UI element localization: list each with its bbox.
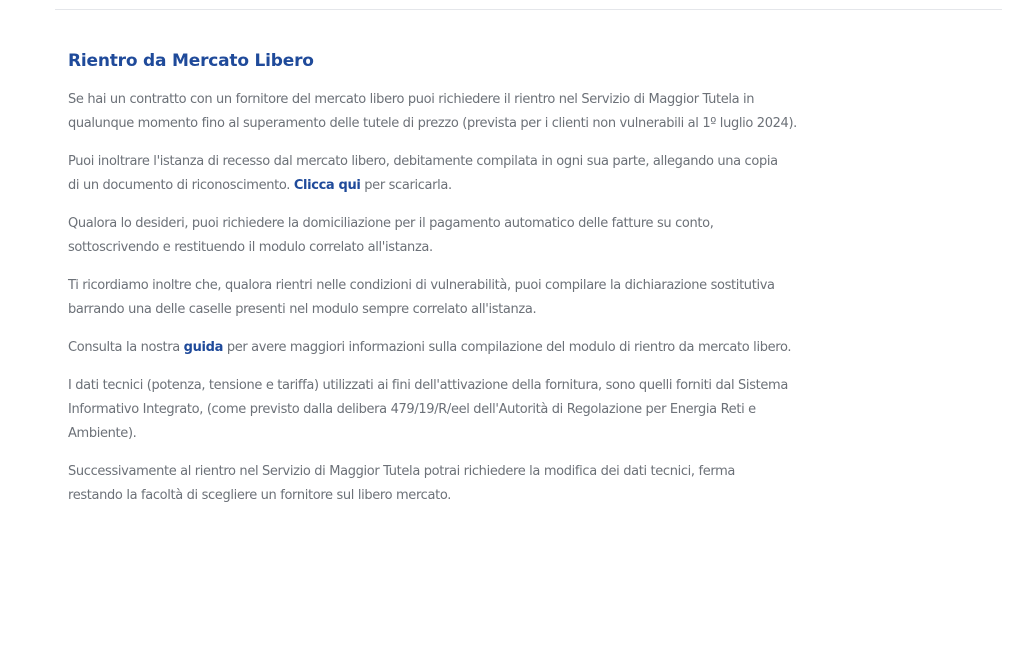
clicca-qui-link[interactable]: Clicca qui — [293, 178, 361, 193]
paragraph-dati-tecnici-line-1: I dati tecnici (potenza, tensione e tariffa) utilizzati ai fini dell'attivazione della fornitura, sono quelli forniti dal Sistema — [68, 378, 788, 393]
paragraph-guida-line — [68, 336, 1002, 360]
guida-link[interactable]: guida — [183, 340, 224, 355]
paragraph-dati-tecnici-line-2: Informativo Integrato, (come previsto dalla delibera 479/19/R/eel dell'Autorità di Regolazione per Energia Reti e — [68, 402, 756, 417]
paragraph-recesso-text-after: per scaricarla. — [360, 178, 452, 193]
paragraph-recesso — [68, 150, 1002, 198]
top-divider — [55, 9, 1002, 10]
paragraph-intro — [68, 88, 1002, 136]
content-section — [68, 50, 1002, 522]
paragraph-dati-tecnici — [68, 374, 1002, 446]
paragraph-guida-text-after: per avere maggiori informazioni sulla compilazione del modulo di rientro da mercato libero. — [223, 340, 792, 355]
paragraph-vulnerabilita-line-1: Ti ricordiamo inoltre che, qualora rientri nelle condizioni di vulnerabilità, puoi compilare la dichiarazione sostitutiva — [68, 278, 775, 293]
paragraph-recesso-line-2 — [68, 174, 1002, 198]
paragraph-guida-text: Consulta la nostra — [68, 340, 184, 355]
paragraph-domiciliazione-line-1: Qualora lo desideri, puoi richiedere la domiciliazione per il pagamento automatico delle fatture su conto, — [68, 216, 714, 231]
paragraph-vulnerabilita — [68, 274, 1002, 322]
paragraph-domiciliazione — [68, 212, 1002, 260]
paragraph-modifica — [68, 460, 1002, 508]
paragraph-recesso-text: di un documento di riconoscimento. — [68, 178, 294, 193]
section-title: Rientro da Mercato Libero — [68, 51, 314, 71]
paragraph-recesso-line-1: Puoi inoltrare l'istanza di recesso dal mercato libero, debitamente compilata in ogni sua parte, allegando una copia — [68, 154, 778, 169]
paragraph-guida — [68, 336, 1002, 360]
paragraph-domiciliazione-line-2: sottoscrivendo e restituendo il modulo correlato all'istanza. — [68, 240, 433, 255]
paragraph-dati-tecnici-line-3: Ambiente). — [68, 426, 137, 441]
paragraph-intro-line-2: qualunque momento fino al superamento delle tutele di prezzo (prevista per i clienti non vulnerabili al 1º luglio 2024). — [68, 116, 797, 131]
paragraph-modifica-line-2: restando la facoltà di scegliere un fornitore sul libero mercato. — [68, 488, 451, 503]
paragraph-modifica-line-1: Successivamente al rientro nel Servizio di Maggior Tutela potrai richiedere la modifica dei dati tecnici, ferma — [68, 464, 736, 479]
paragraph-vulnerabilita-line-2: barrando una delle caselle presenti nel modulo sempre correlato all'istanza. — [68, 302, 537, 317]
paragraph-intro-line-1: Se hai un contratto con un fornitore del mercato libero puoi richiedere il rientro nel Servizio di Maggior Tutela in — [68, 92, 755, 107]
